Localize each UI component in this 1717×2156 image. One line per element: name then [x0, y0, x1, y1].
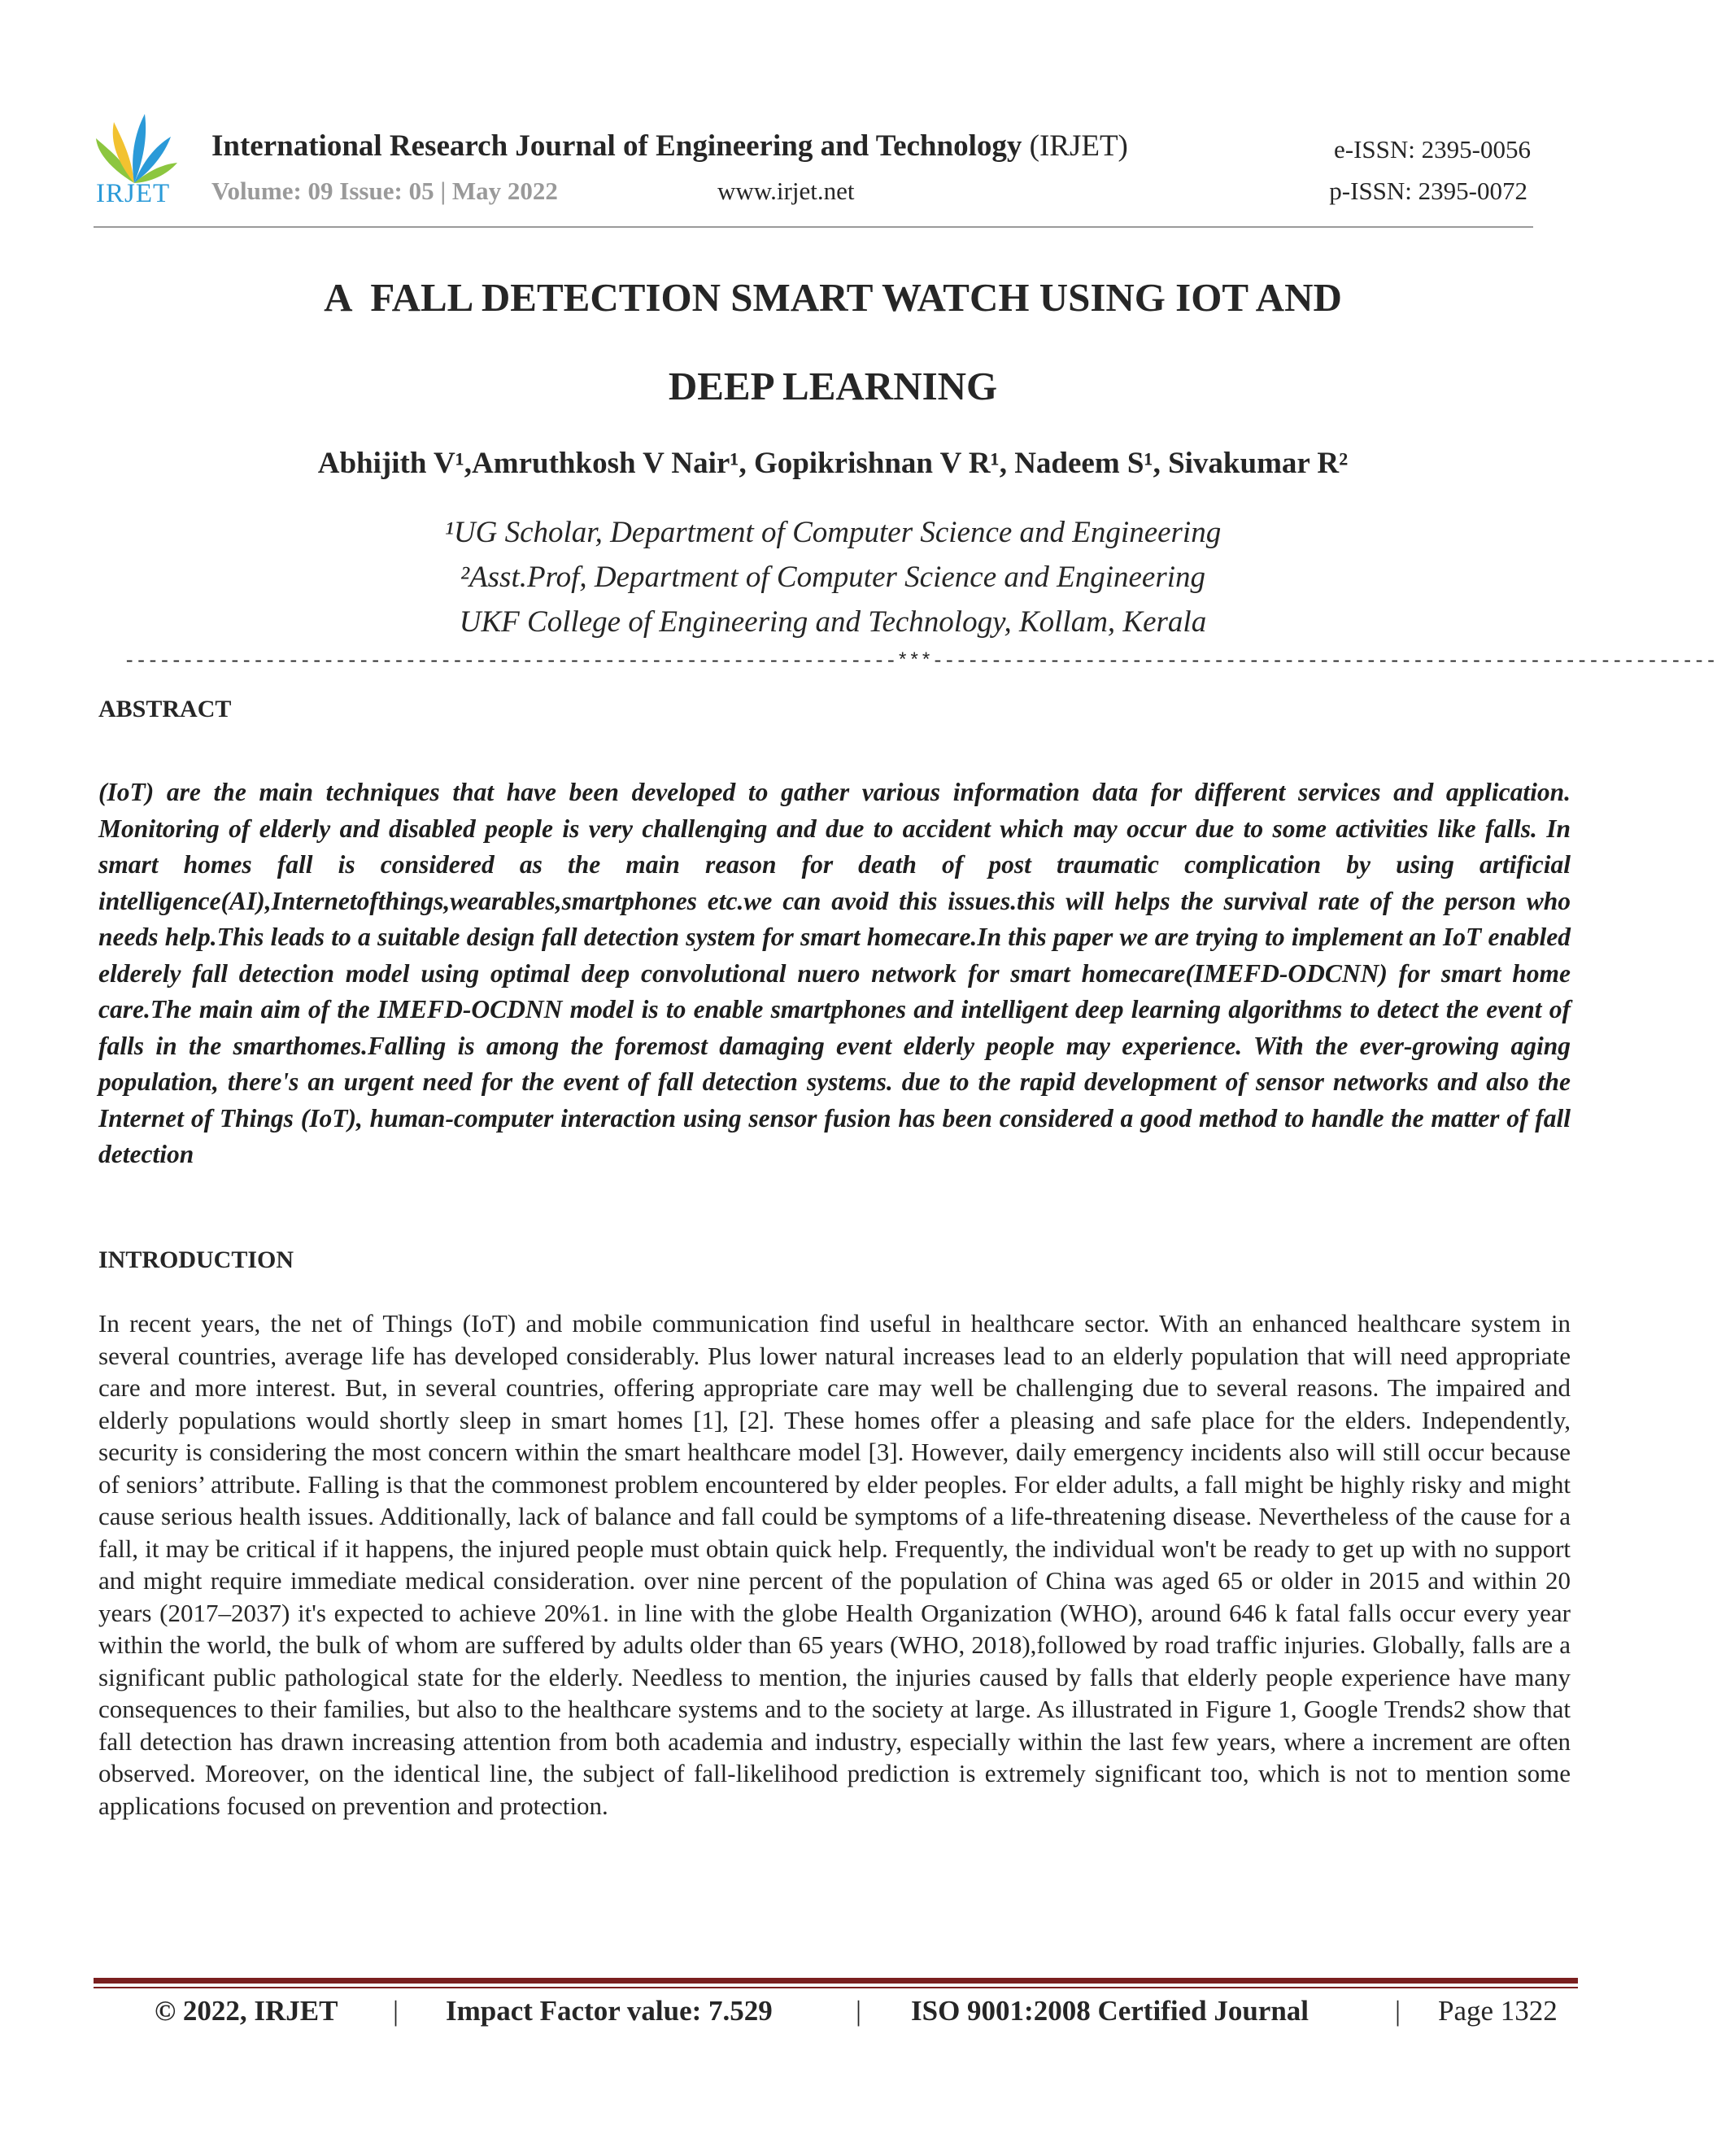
issue-info: Volume: 09 Issue: 05 | May 2022 [211, 177, 558, 205]
irjet-logo-icon [89, 114, 179, 212]
introduction-heading: INTRODUCTION [98, 1246, 294, 1273]
footer-separator: | [1395, 1995, 1401, 2027]
affiliation-3: UKF College of Engineering and Technology, Kollam, Kerala [459, 605, 1207, 639]
abstract-heading: ABSTRACT [98, 696, 232, 722]
footer-separator: | [856, 1995, 862, 2027]
footer-page-number: Page 1322 [1438, 1995, 1558, 2027]
journal-header [89, 114, 1534, 236]
logo-text: IRJET [96, 179, 171, 208]
journal-abbr: (IRJET) [1029, 129, 1128, 163]
affiliation-1: ¹UG Scholar, Department of Computer Science and Engineering [444, 516, 1222, 549]
e-issn: e-ISSN: 2395-0056 [1334, 135, 1531, 164]
footer-rule-thin [94, 1987, 1578, 1988]
footer-separator: | [393, 1995, 399, 2027]
section-separator: ------------------------------------------------------------------***------------------------------------------------------------------- [124, 651, 1717, 673]
introduction-body: In recent years, the net of Things (IoT) and mobile communication find useful in healthcare sector. With an enhanced healthcare system in several countries, average life has developed considerably. Plus lower natural increases lead to an elderly population that will need appropriate care and more interest. But, in several countries, offering appropriate care may well be challenging due to several reasons. The impaired and elderly populations would shortly sleep in smart homes [1], [2]. These homes offer a pleasing and safe place for the elders. Independently, security is considering the most concern within the smart healthcare model [3]. However, daily emergency incidents also will still occur because of seniors’ attribute. Falling is that the commonest problem encountered by elder peoples. For elder adults, a fall might be highly risky and might cause serious health issues. Additionally, lack of balance and fall could be symptoms of a life-threatening disease. Nevertheless of the cause for a fall, it may be critical if it happens, the injured people must obtain quick help. Frequently, the individual won't be ready to get up with no support and might require immediate medical consideration. over nine percent of the population of China was aged 65 or older in 2015 and within 20 years (2017–2037) it's expected to achieve 20%1. in line with the globe Health Organization (WHO), around 646 k fatal falls occur every year within the world, the bulk of whom are suffered by adults older than 65 years (WHO, 2018),followed by road traffic injuries. Globally, falls are a significant public pathological state for the elderly. Needless to mention, the injuries caused by falls that elderly people experience have many consequences to their families, but also to the healthcare systems and to the society at large. As illustrated in Figure 1, Google Trends2 show that fall detection has drawn increasing attention from both academia and industry, especially within the last few years, where a increment are often observed. Moreover, on the identical line, the subject of fall-likelihood prediction is extremely significant too, which is not to mention some applications focused on prevention and protection. [98, 1309, 1571, 1820]
header-divider [94, 226, 1533, 228]
footer-copyright: © 2022, IRJET [155, 1995, 338, 2027]
journal-website: www.irjet.net [717, 177, 855, 205]
paper-title-line-1: A FALL DETECTION SMART WATCH USING IOT AND [324, 275, 1342, 320]
affiliation-2: ²Asst.Prof, Department of Computer Science and Engineering [460, 561, 1206, 594]
footer-iso-certification: ISO 9001:2008 Certified Journal [911, 1995, 1310, 2027]
author-list: Abhijith V¹,Amruthkosh V Nair¹, Gopikrishnan V R¹, Nadeem S¹, Sivakumar R² [317, 447, 1349, 480]
footer-rule-thick [94, 1978, 1578, 1984]
journal-name: International Research Journal of Engineering and Technology [211, 129, 1022, 163]
footer-impact-factor: Impact Factor value: 7.529 [446, 1995, 773, 2027]
leaf-logo-graphic [89, 114, 179, 187]
journal-title [211, 129, 1128, 164]
paper-title-line-2: DEEP LEARNING [668, 364, 998, 408]
abstract-body: (IoT) are the main techniques that have been developed to gather various information data for different services and application. Monitoring of elderly and disabled people is very challenging and due to accident which may occur due to some activities like falls. In smart homes fall is considered as the main reason for death of post traumatic complication by using artificial intelligence(AI),Internetofthings,wearables,smartphones etc.we can avoid this issues.this will helps the survival rate of the person who needs help.This leads to a suitable design fall detection system for smart homecare.In this paper we are trying to implement an IoT enabled elderely fall detection model using optimal deep convolutional nuero network for smart homecare(IMEFD-ODCNN) for smart home care.The main aim of the IMEFD-OCDNN model is to enable smartphones and intelligent deep learning algorithms to detect the event of falls in the smarthomes.Falling is among the foremost damaging event elderly people may experience. With the ever-growing aging population, there's an urgent need for the event of fall detection systems. due to the rapid development of sensor networks and also the Internet of Things (IoT), human-computer interaction using sensor fusion has been considered a good method to handle the matter of fall detection [98, 778, 1571, 1168]
p-issn: p-ISSN: 2395-0072 [1329, 177, 1527, 205]
